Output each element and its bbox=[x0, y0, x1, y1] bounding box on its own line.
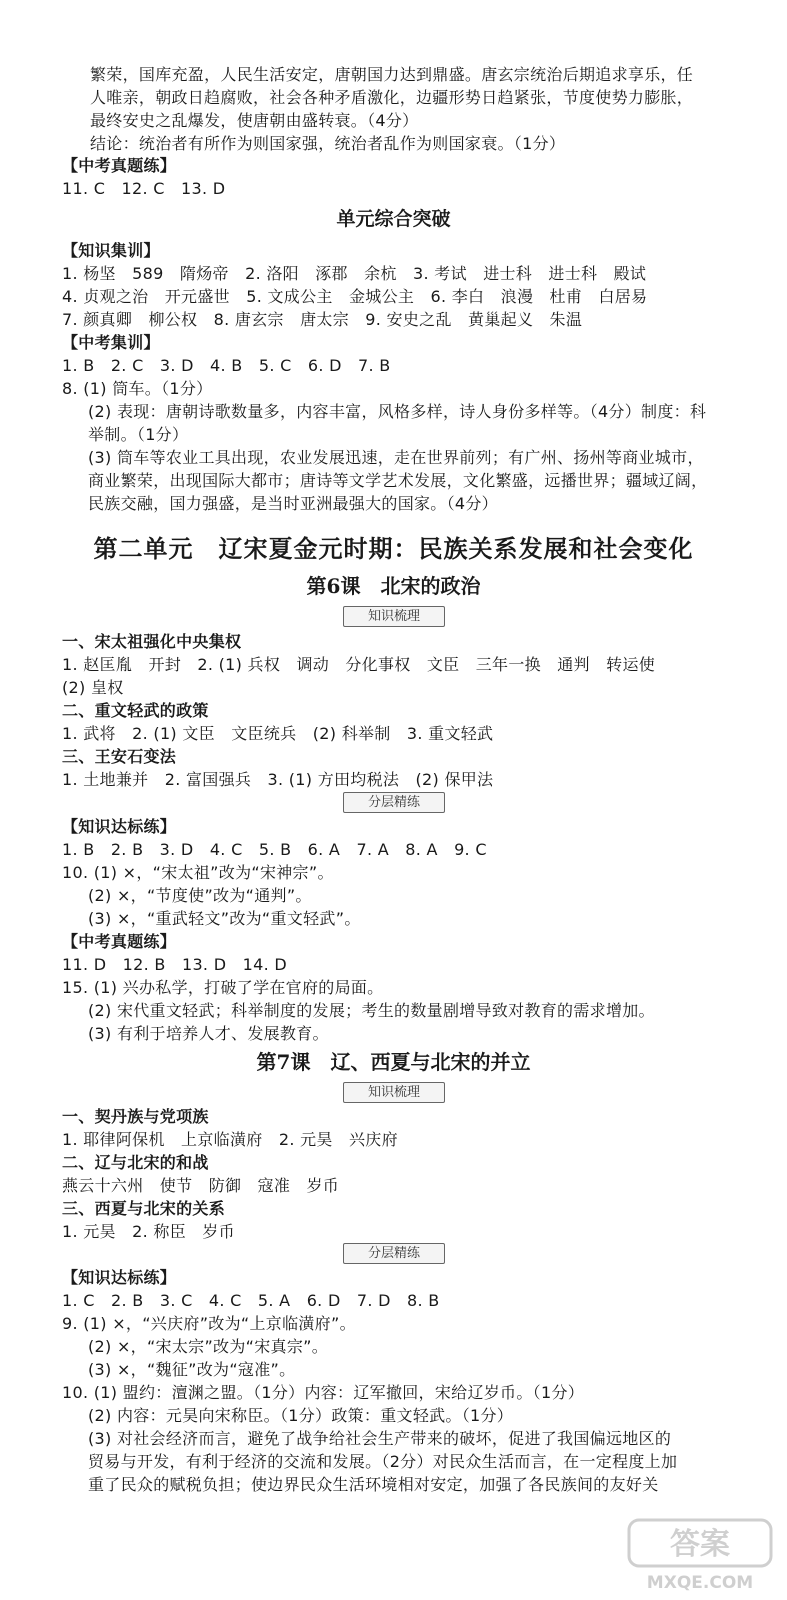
answer-line: (2) 表现：唐朝诗歌数量多，内容丰富，风格多样，诗人身份多样等。（4分）制度：科 bbox=[88, 402, 707, 421]
answer-line: (2) 皇权 bbox=[62, 678, 124, 697]
answer-line: 1. 武将 2. (1) 文臣 文臣统兵 (2) 科举制 3. 重文轻武 bbox=[62, 724, 494, 743]
section-label: 【中考真题练】 bbox=[62, 932, 177, 951]
answer-line: 11. D 12. B 13. D 14. D bbox=[62, 955, 287, 974]
answer-line: (3) 对社会经济而言，避免了战争给社会生产带来的破坏，促进了我国偏远地区的 bbox=[88, 1429, 672, 1448]
badge-knowledge-review: 知识梳理 bbox=[343, 1082, 445, 1103]
answer-line: 民族交融，国力强盛，是当时亚洲最强大的国家。（4分） bbox=[88, 494, 498, 513]
answer-line: (2) 宋代重文轻武；科举制度的发展；考生的数量剧增导致对教育的需求增加。 bbox=[88, 1001, 655, 1020]
answer-line: 1. B 2. B 3. D 4. C 5. B 6. A 7. A 8. A 9. C bbox=[62, 840, 487, 859]
subsection-heading: 二、重文轻武的政策 bbox=[62, 701, 209, 720]
answer-line: 8. (1) 筒车。（1分） bbox=[62, 379, 213, 398]
answer-line: (2) ×，“节度使”改为“通判”。 bbox=[88, 886, 312, 905]
badge-layered-practice: 分层精练 bbox=[343, 792, 445, 813]
answer-line: (3) 筒车等农业工具出现，农业发展迅速，走在世界前列；有广州、扬州等商业城市， bbox=[88, 448, 704, 467]
subsection-heading: 三、西夏与北宋的关系 bbox=[62, 1199, 226, 1218]
badge-layered-practice: 分层精练 bbox=[343, 1243, 445, 1264]
answer-line: 10. (1) 盟约：澶渊之盟。（1分）内容：辽军撤回，宋给辽岁币。（1分） bbox=[62, 1383, 585, 1402]
answer-line: 7. 颜真卿 柳公权 8. 唐玄宗 唐太宗 9. 安史之乱 黄巢起义 朱温 bbox=[62, 310, 583, 329]
answer-line: 9. (1) ×，“兴庆府”改为“上京临潢府”。 bbox=[62, 1314, 356, 1333]
lesson-title: 第7课 辽、西夏与北宋的并立 bbox=[256, 1050, 531, 1074]
answer-line: 15. (1) 兴办私学，打破了学在官府的局面。 bbox=[62, 978, 384, 997]
answer-line: 举制。（1分） bbox=[88, 425, 189, 444]
answer-line: 贸易与开发，有利于经济的交流和发展。（2分）对民众生活而言，在一定程度上加 bbox=[88, 1452, 678, 1471]
subsection-heading: 二、辽与北宋的和战 bbox=[62, 1153, 209, 1172]
text-line: 繁荣，国库充盈，人民生活安定，唐朝国力达到鼎盛。唐玄宗统治后期追求享乐，任 bbox=[90, 65, 694, 84]
answer-line: 1. 元昊 2. 称臣 岁币 bbox=[62, 1222, 235, 1241]
section-label: 【中考真题练】 bbox=[62, 156, 177, 175]
answer-line: 1. 土地兼并 2. 富国强兵 3. (1) 方田均税法 (2) 保甲法 bbox=[62, 770, 494, 789]
section-label: 【知识集训】 bbox=[62, 241, 160, 260]
answer-line: 1. 赵匡胤 开封 2. (1) 兵权 调动 分化事权 文臣 三年一换 通判 转运使 bbox=[62, 655, 656, 674]
answer-line: 1. C 2. B 3. C 4. C 5. A 6. D 7. D 8. B bbox=[62, 1291, 440, 1310]
answer-line: (3) 有利于培养人才、发展教育。 bbox=[88, 1024, 329, 1043]
text-line: 最终安史之乱爆发，使唐朝由盛转衰。（4分） bbox=[90, 111, 419, 130]
answer-line: 燕云十六州 使节 防御 寇准 岁币 bbox=[62, 1176, 340, 1195]
lesson-title: 第6课 北宋的政治 bbox=[306, 574, 481, 598]
text-line: 人唯亲，朝政日趋腐败，社会各种矛盾激化，边疆形势日趋紧张，节度使势力膨胀， bbox=[90, 88, 694, 107]
answer-line: 11. C 12. C 13. D bbox=[62, 179, 226, 198]
subsection-heading: 三、王安石变法 bbox=[62, 747, 177, 766]
answer-stamp-icon bbox=[625, 1516, 775, 1596]
answer-line: (3) ×，“重武轻文”改为“重文轻武”。 bbox=[88, 909, 361, 928]
section-label: 【知识达标练】 bbox=[62, 817, 177, 836]
unit-review-title: 单元综合突破 bbox=[336, 208, 451, 230]
answer-line: 4. 贞观之治 开元盛世 5. 文成公主 金城公主 6. 李白 浪漫 杜甫 白居易 bbox=[62, 287, 648, 306]
answer-line: (3) ×，“魏征”改为“寇准”。 bbox=[88, 1360, 296, 1379]
answer-line: 1. B 2. C 3. D 4. B 5. C 6. D 7. B bbox=[62, 356, 391, 375]
badge-knowledge-review: 知识梳理 bbox=[343, 606, 445, 627]
answer-line: 1. 耶律阿保机 上京临潢府 2. 元昊 兴庆府 bbox=[62, 1130, 398, 1149]
subsection-heading: 一、宋太祖强化中央集权 bbox=[62, 632, 242, 651]
unit-title: 第二单元 辽宋夏金元时期：民族关系发展和社会变化 bbox=[93, 534, 694, 563]
answer-line: 商业繁荣，出现国际大都市；唐诗等文学艺术发展，文化繁盛，远播世界；疆域辽阔， bbox=[88, 471, 708, 490]
answer-line: 1. 杨坚 589 隋炀帝 2. 洛阳 涿郡 余杭 3. 考试 进士科 进士科 殿试 bbox=[62, 264, 647, 283]
watermark-site: MXQE.COM bbox=[646, 1573, 754, 1593]
answer-line: (2) 内容：元昊向宋称臣。（1分）政策：重文轻武。（1分） bbox=[88, 1406, 514, 1425]
answer-line: (2) ×，“宋太宗”改为“宋真宗”。 bbox=[88, 1337, 329, 1356]
text-line: 结论：统治者有所作为则国家强，统治者乱作为则国家衰。（1分） bbox=[90, 134, 566, 153]
section-label: 【知识达标练】 bbox=[62, 1268, 177, 1287]
watermark-text: 答案 bbox=[670, 1527, 730, 1562]
answer-line: 重了民众的赋税负担；使边界民众生活环境相对安定，加强了各民族间的友好关 bbox=[88, 1475, 659, 1494]
answer-line: 10. (1) ×，“宋太祖”改为“宋神宗”。 bbox=[62, 863, 334, 882]
section-label: 【中考集训】 bbox=[62, 333, 160, 352]
subsection-heading: 一、契丹族与党项族 bbox=[62, 1107, 209, 1126]
